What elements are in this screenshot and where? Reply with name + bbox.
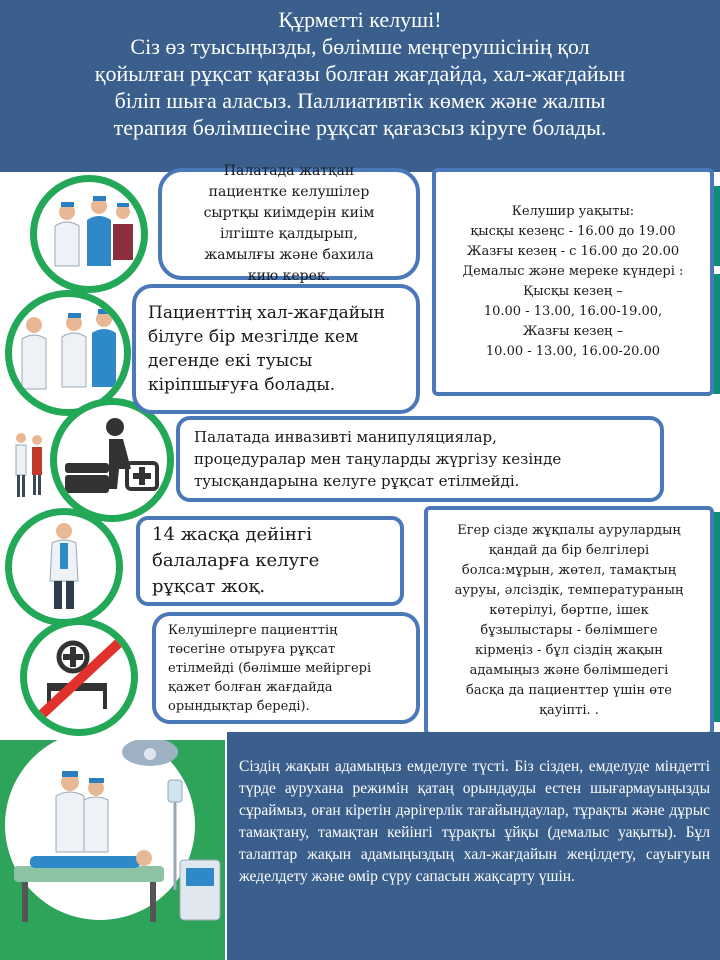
rule-bed-line: Келушілерге пациенттің [168, 622, 338, 638]
rule-bed-line: орындықтар береді). [168, 698, 310, 714]
rule-children-line: балаларға келуге [152, 550, 320, 571]
header-line-2: қойылған рұқсат қағазы болған жағдайда, хал-жағдайын [94, 61, 626, 86]
schedule-line: 10.00 - 13.00, 16.00-19.00, [483, 304, 663, 319]
schedule-line: Жазғы кезең – [522, 324, 624, 339]
rule-bed-box [152, 612, 420, 724]
warning-line: бұзылыстары - бөлімшеге [480, 623, 658, 638]
greeting: Құрметті келуші! [278, 7, 442, 32]
doctors-coat-icon [30, 175, 148, 293]
rule-invasive-box [176, 416, 664, 502]
rule-invasive-line: процедуралар мен таңуларды жүргізу кезінде [194, 450, 562, 468]
footer-notice: Сіздің жақын адамыңыз емделуге түсті. Біз сізден, емделуде міндетті түрде аурухана режимін қатаң орындауды естен шығармауыңызды сұраймыз, оған кіретін дәрігерлік тағайындаулар, тұрақты және дұрыс тамақтану, тамақтан кейінгі тұрақты ұйқы (демалыс уақыты). Бұл талаптар жақын адамыңыздың хал-жағдайын жеңілдету, сауығуын жеделдету және өмір сүру сапасын жақсарту үшін. [227, 732, 720, 960]
warning-line: қауіпті. . [539, 703, 599, 718]
visiting-hours-box [432, 168, 714, 396]
warning-line: басқа да пациенттер үшін өте [466, 683, 672, 698]
header-line-1: Сіз өз туысыңызды, бөлімше меңгерушісінің қол [130, 34, 590, 59]
schedule-line: Қысқы кезең – [523, 284, 623, 299]
rule-invasive-line: Палатада инвазивті манипуляциялар, [194, 428, 497, 446]
warning-line: көтерілуі, бөртпе, ішек [489, 603, 649, 618]
warning-line: қандай да бір белгілері [488, 543, 650, 558]
warning-line: кірмеңіз - бұл сіздің жақын [475, 643, 663, 658]
rule-relatives-line: Пациенттің хал-жағдайын [148, 303, 385, 323]
small-staff-icon [12, 430, 46, 502]
warning-line: болса:мұрын, жөтел, тамақтың [461, 563, 677, 578]
rule-children-box [136, 516, 404, 606]
rule-clothing-line: кию керек. [247, 268, 331, 284]
warning-line: Егер сізде жұқпалы аурулардың [457, 523, 681, 538]
rule-relatives-line: дегенде екі туысы [148, 351, 313, 371]
rule-clothing-line: пациентке келушілер [208, 184, 370, 200]
rule-bed-line: етілмейді (бөлімше мейіргері [168, 660, 372, 676]
schedule-line: 10.00 - 13.00, 16.00-20.00 [485, 344, 661, 359]
rule-children-line: рұқсат жоқ. [152, 576, 266, 597]
surgery-team-icon [0, 740, 225, 960]
warning-line: адамыңыз және бөлімшедегі [469, 663, 669, 678]
header-line-3: біліп шыға аласыз. Паллиативтік көмек және жалпы [114, 88, 606, 113]
header-line-4: терапия бөлімшесіне рұқсат қағазсыз кіруге болады. [113, 115, 607, 140]
rule-two-relatives-box [132, 284, 420, 414]
rule-clothing-box [158, 163, 420, 284]
right-strip-2 [713, 274, 720, 394]
right-strip-3 [713, 512, 720, 722]
rule-clothing-line: Палатада жатқан [223, 163, 355, 179]
rule-relatives-line: кіріпшығуға болады. [148, 375, 336, 395]
rule-clothing-line: ілгіште қалдырып, [219, 226, 359, 242]
rule-clothing-line: сыртқы киімдерін киім [203, 205, 375, 221]
warning-line: ауруы, әлсіздік, температураның [454, 583, 684, 598]
rule-bed-line: қажет болған жағдайда [168, 679, 333, 695]
rule-relatives-line: білуге бір мезгілде кем [148, 327, 359, 347]
no-sitting-on-bed-icon [20, 618, 138, 736]
header-banner [0, 0, 720, 172]
schedule-line: Жазғы кезең - с 16.00 до 20.00 [466, 244, 680, 259]
right-strip-1 [713, 186, 720, 266]
rule-bed-line: төсегіне отыруға рұқсат [168, 641, 336, 657]
schedule-line: Демалыс және мереке күндері : [462, 264, 684, 279]
schedule-line: Келушир уақыты: [511, 204, 635, 219]
rule-invasive-line: туысқандарына келуге рұқсат етілмейді. [194, 472, 520, 490]
patient-bed-icon [50, 398, 174, 522]
rule-children-line: 14 жасқа дейінгі [152, 524, 313, 545]
rule-clothing-line: жамылғы және бахила [204, 247, 374, 263]
doctor-standing-icon [5, 508, 123, 626]
schedule-line: қысқы кезеңс - 16.00 до 19.00 [470, 224, 676, 239]
infection-warning-box [424, 506, 714, 736]
